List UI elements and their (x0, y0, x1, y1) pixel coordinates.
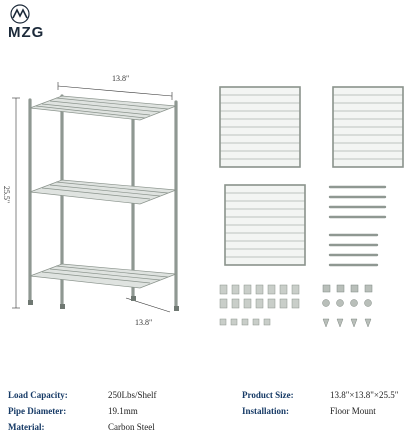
rack-feet (28, 296, 179, 311)
width-dimension-label: 13.8" (112, 74, 130, 83)
specifications-section (0, 384, 416, 432)
assembled-rack-illustration (0, 80, 210, 330)
sleeve-clips (220, 285, 299, 325)
load-capacity-label: Load Capacity: (8, 390, 68, 400)
wire-shelf-panel (225, 185, 305, 265)
top-shelf (30, 96, 176, 120)
depth-dimension-label: 13.8" (135, 318, 153, 327)
middle-shelf (30, 180, 176, 204)
product-size-label: Product Size: (242, 390, 294, 400)
height-dimension-label: 25.5" (2, 185, 12, 204)
installation-label: Installation: (242, 406, 290, 416)
bottom-shelf (30, 264, 176, 288)
brand-name: MZG (8, 24, 45, 41)
installation-value: Floor Mount (330, 406, 376, 416)
pole-segments (330, 187, 385, 265)
parts-illustration (205, 75, 416, 345)
load-capacity-value: 250Lbs/Shelf (108, 390, 157, 400)
material-value: Carbon Steel (108, 422, 155, 432)
leveling-feet (323, 285, 373, 327)
material-label: Material: (8, 422, 45, 432)
pipe-diameter-label: Pipe Diameter: (8, 406, 67, 416)
wire-shelf-panel (220, 87, 300, 167)
product-size-value: 13.8"×13.8"×25.5" (330, 390, 399, 400)
wire-shelf-panel (333, 87, 403, 167)
pipe-diameter-value: 19.1mm (108, 406, 138, 416)
